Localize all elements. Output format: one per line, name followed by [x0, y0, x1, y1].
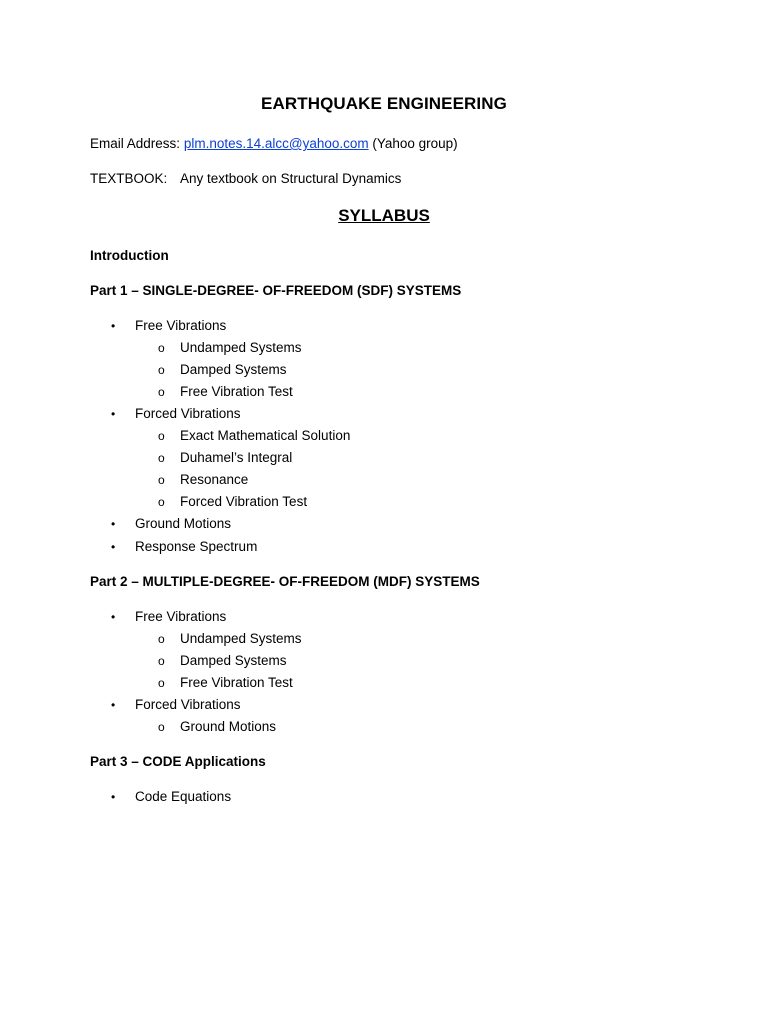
sub-list-item-label: Damped Systems [180, 653, 287, 668]
bullet-marker: • [111, 790, 116, 804]
sub-list-item-label: Damped Systems [180, 362, 287, 377]
syllabus-heading: SYLLABUS [338, 206, 430, 225]
sub-bullet-marker: o [158, 495, 165, 509]
sub-bullet-marker: o [158, 654, 165, 668]
list-item-label: Forced Vibrations [135, 406, 241, 421]
textbook-label: TEXTBOOK: [90, 171, 168, 186]
email-suffix: (Yahoo group) [372, 136, 458, 151]
bullet-marker: • [111, 610, 116, 624]
sub-bullet-marker: o [158, 632, 165, 646]
list-item [111, 697, 241, 712]
list-item [111, 516, 231, 531]
sub-list-item [158, 675, 293, 690]
list-item-label: Forced Vibrations [135, 697, 241, 712]
sub-list-item-label: Free Vibration Test [180, 675, 293, 690]
list-item [111, 406, 241, 421]
sub-list-item [158, 631, 302, 646]
bullet-marker: • [111, 540, 116, 554]
sub-list-item-label: Resonance [180, 472, 249, 487]
sub-list-item-label: Forced Vibration Test [180, 494, 308, 509]
sub-bullet-marker: o [158, 385, 165, 399]
list-item [111, 318, 226, 333]
sub-list-item [158, 653, 287, 668]
list-item [111, 539, 257, 554]
bullet-marker: • [111, 517, 116, 531]
sub-list-item-label: Free Vibration Test [180, 384, 293, 399]
sub-bullet-marker: o [158, 473, 165, 487]
sub-list-item [158, 340, 302, 355]
sub-list-item [158, 472, 248, 487]
part2-heading: Part 2 – MULTIPLE-DEGREE- OF-FREEDOM (MDF) SYSTEMS [90, 574, 480, 589]
sub-bullet-marker: o [158, 451, 165, 465]
introduction-heading: Introduction [90, 248, 169, 263]
sub-list-item [158, 384, 293, 399]
document-title: EARTHQUAKE ENGINEERING [261, 94, 507, 113]
sub-list-item-label: Undamped Systems [180, 631, 302, 646]
sub-list-item [158, 450, 292, 465]
sub-bullet-marker: o [158, 676, 165, 690]
part1-heading: Part 1 – SINGLE-DEGREE- OF-FREEDOM (SDF) SYSTEMS [90, 283, 462, 298]
list-item [111, 789, 231, 804]
sub-bullet-marker: o [158, 429, 165, 443]
sub-list-item [158, 494, 307, 509]
sub-list-item [158, 362, 287, 377]
list-item-label: Ground Motions [135, 516, 232, 531]
part3-heading: Part 3 – CODE Applications [90, 754, 266, 769]
bullet-marker: • [111, 407, 116, 421]
sub-bullet-marker: o [158, 341, 165, 355]
list-item [111, 609, 226, 624]
list-item-label: Free Vibrations [135, 609, 227, 624]
sub-bullet-marker: o [158, 720, 165, 734]
textbook-value: Any textbook on Structural Dynamics [180, 171, 402, 186]
sub-list-item-label: Undamped Systems [180, 340, 302, 355]
textbook-line [90, 171, 401, 186]
sub-list-item-label: Exact Mathematical Solution [180, 428, 351, 443]
list-item-label: Code Equations [135, 789, 232, 804]
email-label: Email Address: [90, 136, 181, 151]
bullet-marker: • [111, 319, 116, 333]
bullet-marker: • [111, 698, 116, 712]
sub-list-item-label: Duhamel’s Integral [180, 450, 293, 465]
sub-bullet-marker: o [158, 363, 165, 377]
email-link[interactable]: plm.notes.14.alcc@yahoo.com [183, 136, 369, 151]
email-line [90, 136, 458, 151]
sub-list-item [158, 719, 276, 734]
sub-list-item-label: Ground Motions [180, 719, 277, 734]
sub-list-item [158, 428, 350, 443]
list-item-label: Response Spectrum [135, 539, 258, 554]
list-item-label: Free Vibrations [135, 318, 227, 333]
